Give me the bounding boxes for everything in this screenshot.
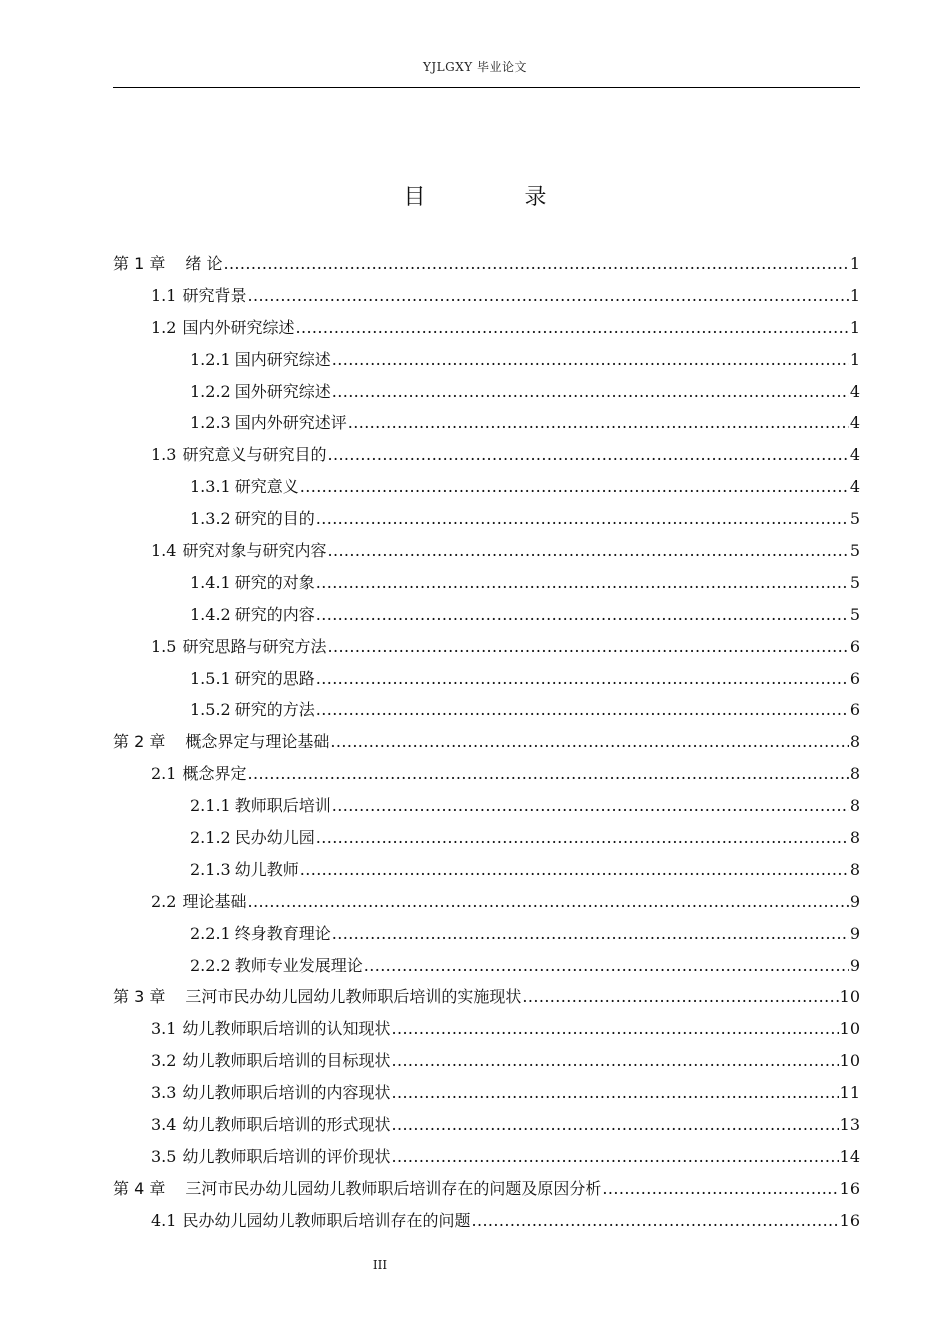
toc-entry[interactable] bbox=[113, 854, 860, 886]
toc-entry-page: 16 bbox=[839, 1178, 860, 1198]
toc-entry-label: 研究意义与研究目的 bbox=[182, 445, 327, 465]
toc-leader-dots bbox=[300, 854, 849, 886]
toc-entry-number: 2.1.3 bbox=[190, 859, 231, 879]
toc-leader-dots bbox=[316, 599, 849, 631]
toc-entry-number: 1.3.2 bbox=[190, 509, 231, 529]
toc-entry-label: 幼儿教师职后培训的评价现状 bbox=[182, 1146, 391, 1166]
toc-entry-page: 10 bbox=[839, 1019, 860, 1039]
toc-entry-label: 绪 论 bbox=[185, 254, 223, 273]
toc-entry-page: 4 bbox=[849, 477, 860, 497]
toc-entry-page: 4 bbox=[849, 381, 860, 401]
toc-entry-label: 研究的目的 bbox=[234, 509, 315, 529]
toc-leader-dots bbox=[391, 1077, 838, 1109]
toc-leader-dots bbox=[332, 344, 849, 376]
page-number: III bbox=[372, 1258, 388, 1272]
toc-entry[interactable] bbox=[113, 344, 860, 376]
toc-entry[interactable] bbox=[113, 726, 860, 758]
toc-entry-label: 三河市民办幼儿园幼儿教师职后培训的实施现状 bbox=[185, 987, 522, 1007]
toc-leader-dots bbox=[522, 981, 838, 1013]
toc-leader-dots bbox=[602, 1173, 838, 1205]
toc-entry[interactable] bbox=[113, 886, 860, 918]
toc-entry-label: 研究思路与研究方法 bbox=[182, 636, 327, 656]
toc-entry-page: 9 bbox=[849, 891, 860, 911]
toc-entry-number: 3.3 bbox=[151, 1083, 177, 1103]
toc-entry[interactable] bbox=[113, 1013, 860, 1045]
toc-entry-page: 1 bbox=[849, 254, 860, 273]
toc-entry-number: 2.2.2 bbox=[190, 955, 231, 975]
toc-entry-number: 2.1.2 bbox=[190, 828, 231, 848]
toc-entry-number: 2.2.1 bbox=[190, 923, 231, 943]
toc-entry-label: 教师职后培训 bbox=[234, 796, 331, 816]
toc-entry[interactable] bbox=[113, 1077, 860, 1109]
toc-entry-page: 8 bbox=[849, 732, 860, 752]
toc-leader-dots bbox=[332, 790, 849, 822]
toc-entry[interactable] bbox=[113, 312, 860, 344]
toc-leader-dots bbox=[247, 758, 848, 790]
toc-entry[interactable] bbox=[113, 631, 860, 663]
toc-entry-number: 2.2 bbox=[151, 891, 177, 911]
toc-entry-label: 幼儿教师职后培训的内容现状 bbox=[182, 1083, 391, 1103]
toc-entry-label: 研究背景 bbox=[182, 285, 247, 305]
toc-entry-label: 国内外研究述评 bbox=[234, 413, 347, 433]
toc-entry-page: 5 bbox=[849, 604, 860, 624]
toc-entry-number: 1.3 bbox=[151, 445, 177, 465]
toc-entry[interactable] bbox=[113, 1045, 860, 1077]
toc-entry-number: 4.1 bbox=[151, 1210, 177, 1230]
toc-leader-dots bbox=[391, 1045, 838, 1077]
toc-entry-number: 1.4.2 bbox=[190, 604, 231, 624]
toc-title: 目 录 bbox=[403, 185, 593, 210]
toc-entry-page: 8 bbox=[849, 859, 860, 879]
toc-entry-label: 幼儿教师职后培训的认知现状 bbox=[182, 1019, 391, 1039]
toc-entry-page: 14 bbox=[839, 1146, 860, 1166]
toc-leader-dots bbox=[391, 1013, 838, 1045]
header-rule bbox=[113, 87, 860, 88]
toc-entry-page: 13 bbox=[839, 1115, 860, 1135]
toc-entry-label: 研究的思路 bbox=[234, 668, 315, 688]
toc-entry-page: 4 bbox=[849, 445, 860, 465]
toc-leader-dots bbox=[330, 726, 848, 758]
toc-entry-label: 研究的方法 bbox=[234, 700, 315, 720]
toc-entry[interactable] bbox=[113, 790, 860, 822]
toc-entry-page: 1 bbox=[849, 317, 860, 337]
toc-leader-dots bbox=[316, 694, 849, 726]
toc-entry-number: 第 2 章 bbox=[113, 732, 166, 752]
toc-entry-page: 5 bbox=[849, 509, 860, 529]
toc-entry-page: 6 bbox=[849, 700, 860, 720]
toc-leader-dots bbox=[247, 280, 848, 312]
toc-entry-label: 民办幼儿园 bbox=[234, 828, 315, 848]
toc-entry[interactable] bbox=[113, 1205, 860, 1237]
toc-leader-dots bbox=[295, 312, 848, 344]
toc-leader-dots bbox=[327, 631, 848, 663]
toc-entry-label: 研究对象与研究内容 bbox=[182, 541, 327, 561]
toc-entry-number: 1.2 bbox=[151, 317, 177, 337]
toc-entry-number: 3.1 bbox=[151, 1019, 177, 1039]
toc-entry-label: 民办幼儿园幼儿教师职后培训存在的问题 bbox=[182, 1210, 471, 1230]
running-header: YJLGXY 毕业论文 bbox=[422, 60, 528, 74]
toc-entry-label: 国内外研究综述 bbox=[182, 317, 295, 337]
toc-leader-dots bbox=[332, 376, 849, 408]
toc-entry-label: 三河市民办幼儿园幼儿教师职后培训存在的问题及原因分析 bbox=[185, 1178, 602, 1198]
toc-entry-page: 1 bbox=[849, 285, 860, 305]
toc-entry[interactable] bbox=[113, 471, 860, 503]
toc-entry-page: 5 bbox=[849, 541, 860, 561]
toc-entry-page: 9 bbox=[849, 923, 860, 943]
toc-entry-page: 6 bbox=[849, 636, 860, 656]
toc-entry[interactable] bbox=[113, 663, 860, 695]
toc-leader-dots bbox=[364, 950, 849, 982]
toc-entry[interactable] bbox=[113, 407, 860, 439]
toc-entry-number: 2.1 bbox=[151, 764, 177, 784]
toc-entry[interactable] bbox=[113, 1109, 860, 1141]
toc-entry-page: 10 bbox=[839, 987, 860, 1007]
toc-entry-page: 6 bbox=[849, 668, 860, 688]
toc-entry-number: 2.1.1 bbox=[190, 796, 231, 816]
toc-entry-page: 8 bbox=[849, 796, 860, 816]
toc-leader-dots bbox=[391, 1141, 838, 1173]
toc-leader-dots bbox=[348, 407, 849, 439]
toc-entry-page: 5 bbox=[849, 572, 860, 592]
toc-entry-label: 研究的内容 bbox=[234, 604, 315, 624]
toc-entry-page: 4 bbox=[849, 413, 860, 433]
toc-leader-dots bbox=[316, 503, 849, 535]
toc-entry-number: 第 1 章 bbox=[113, 254, 166, 273]
toc-entry-page: 9 bbox=[849, 955, 860, 975]
toc-entry-label: 研究意义 bbox=[234, 477, 299, 497]
toc-entry-number: 1.3.1 bbox=[190, 477, 231, 497]
toc-entry-label: 国外研究综述 bbox=[234, 381, 331, 401]
toc-leader-dots bbox=[247, 886, 848, 918]
toc-entry-label: 概念界定与理论基础 bbox=[185, 732, 330, 752]
toc-entry-number: 3.4 bbox=[151, 1115, 177, 1135]
toc-entry[interactable] bbox=[113, 567, 860, 599]
toc-entry[interactable] bbox=[113, 535, 860, 567]
toc-entry[interactable] bbox=[113, 248, 860, 280]
toc-entry[interactable] bbox=[113, 694, 860, 726]
toc-leader-dots bbox=[327, 439, 848, 471]
toc-entry-label: 教师专业发展理论 bbox=[234, 955, 363, 975]
toc-entry[interactable] bbox=[113, 1173, 860, 1205]
toc-entry-page: 11 bbox=[839, 1083, 860, 1103]
toc-entry-number: 3.2 bbox=[151, 1051, 177, 1071]
toc-leader-dots bbox=[471, 1205, 838, 1237]
toc-entry-label: 研究的对象 bbox=[234, 572, 315, 592]
toc-entry-number: 1.5.2 bbox=[190, 700, 231, 720]
toc-entry-number: 1.2.3 bbox=[190, 413, 231, 433]
toc-leader-dots bbox=[300, 471, 849, 503]
toc-entry-number: 1.2.1 bbox=[190, 349, 231, 369]
toc-entry-page: 8 bbox=[849, 764, 860, 784]
toc-leader-dots bbox=[316, 663, 849, 695]
toc-entry-number: 3.5 bbox=[151, 1146, 177, 1166]
toc-entry[interactable] bbox=[113, 758, 860, 790]
toc-entry[interactable] bbox=[113, 1141, 860, 1173]
toc-entry[interactable] bbox=[113, 376, 860, 408]
toc-entry-number: 1.2.2 bbox=[190, 381, 231, 401]
toc-entry[interactable] bbox=[113, 822, 860, 854]
toc-entry[interactable] bbox=[113, 280, 860, 312]
toc-leader-dots bbox=[316, 822, 849, 854]
toc-entry-number: 1.4 bbox=[151, 541, 177, 561]
toc-entry-label: 幼儿教师 bbox=[234, 859, 299, 879]
toc-entry-page: 10 bbox=[839, 1051, 860, 1071]
toc-entry-page: 1 bbox=[849, 349, 860, 369]
toc-entry[interactable] bbox=[113, 503, 860, 535]
toc-entry[interactable] bbox=[113, 439, 860, 471]
toc-leader-dots bbox=[332, 918, 849, 950]
toc-entry[interactable] bbox=[113, 599, 860, 631]
toc-entry-label: 概念界定 bbox=[182, 764, 247, 784]
toc-entry-page: 8 bbox=[849, 828, 860, 848]
toc-entry[interactable] bbox=[113, 918, 860, 950]
toc-entry-number: 1.4.1 bbox=[190, 572, 231, 592]
toc-leader-dots bbox=[223, 248, 848, 280]
toc-entry-label: 理论基础 bbox=[182, 891, 247, 911]
toc-entry-number: 1.5.1 bbox=[190, 668, 231, 688]
toc-entry-label: 终身教育理论 bbox=[234, 923, 331, 943]
toc-list bbox=[113, 248, 860, 1237]
toc-entry[interactable] bbox=[113, 981, 860, 1013]
toc-entry-label: 幼儿教师职后培训的目标现状 bbox=[182, 1051, 391, 1071]
toc-entry[interactable] bbox=[113, 950, 860, 982]
toc-entry-number: 1.1 bbox=[151, 285, 177, 305]
toc-entry-number: 第 3 章 bbox=[113, 987, 166, 1007]
toc-leader-dots bbox=[327, 535, 848, 567]
toc-entry-label: 国内研究综述 bbox=[234, 349, 331, 369]
toc-entry-number: 第 4 章 bbox=[113, 1178, 166, 1198]
toc-leader-dots bbox=[391, 1109, 838, 1141]
toc-entry-label: 幼儿教师职后培训的形式现状 bbox=[182, 1115, 391, 1135]
toc-entry-page: 16 bbox=[839, 1210, 860, 1230]
toc-leader-dots bbox=[316, 567, 849, 599]
toc-entry-number: 1.5 bbox=[151, 636, 177, 656]
